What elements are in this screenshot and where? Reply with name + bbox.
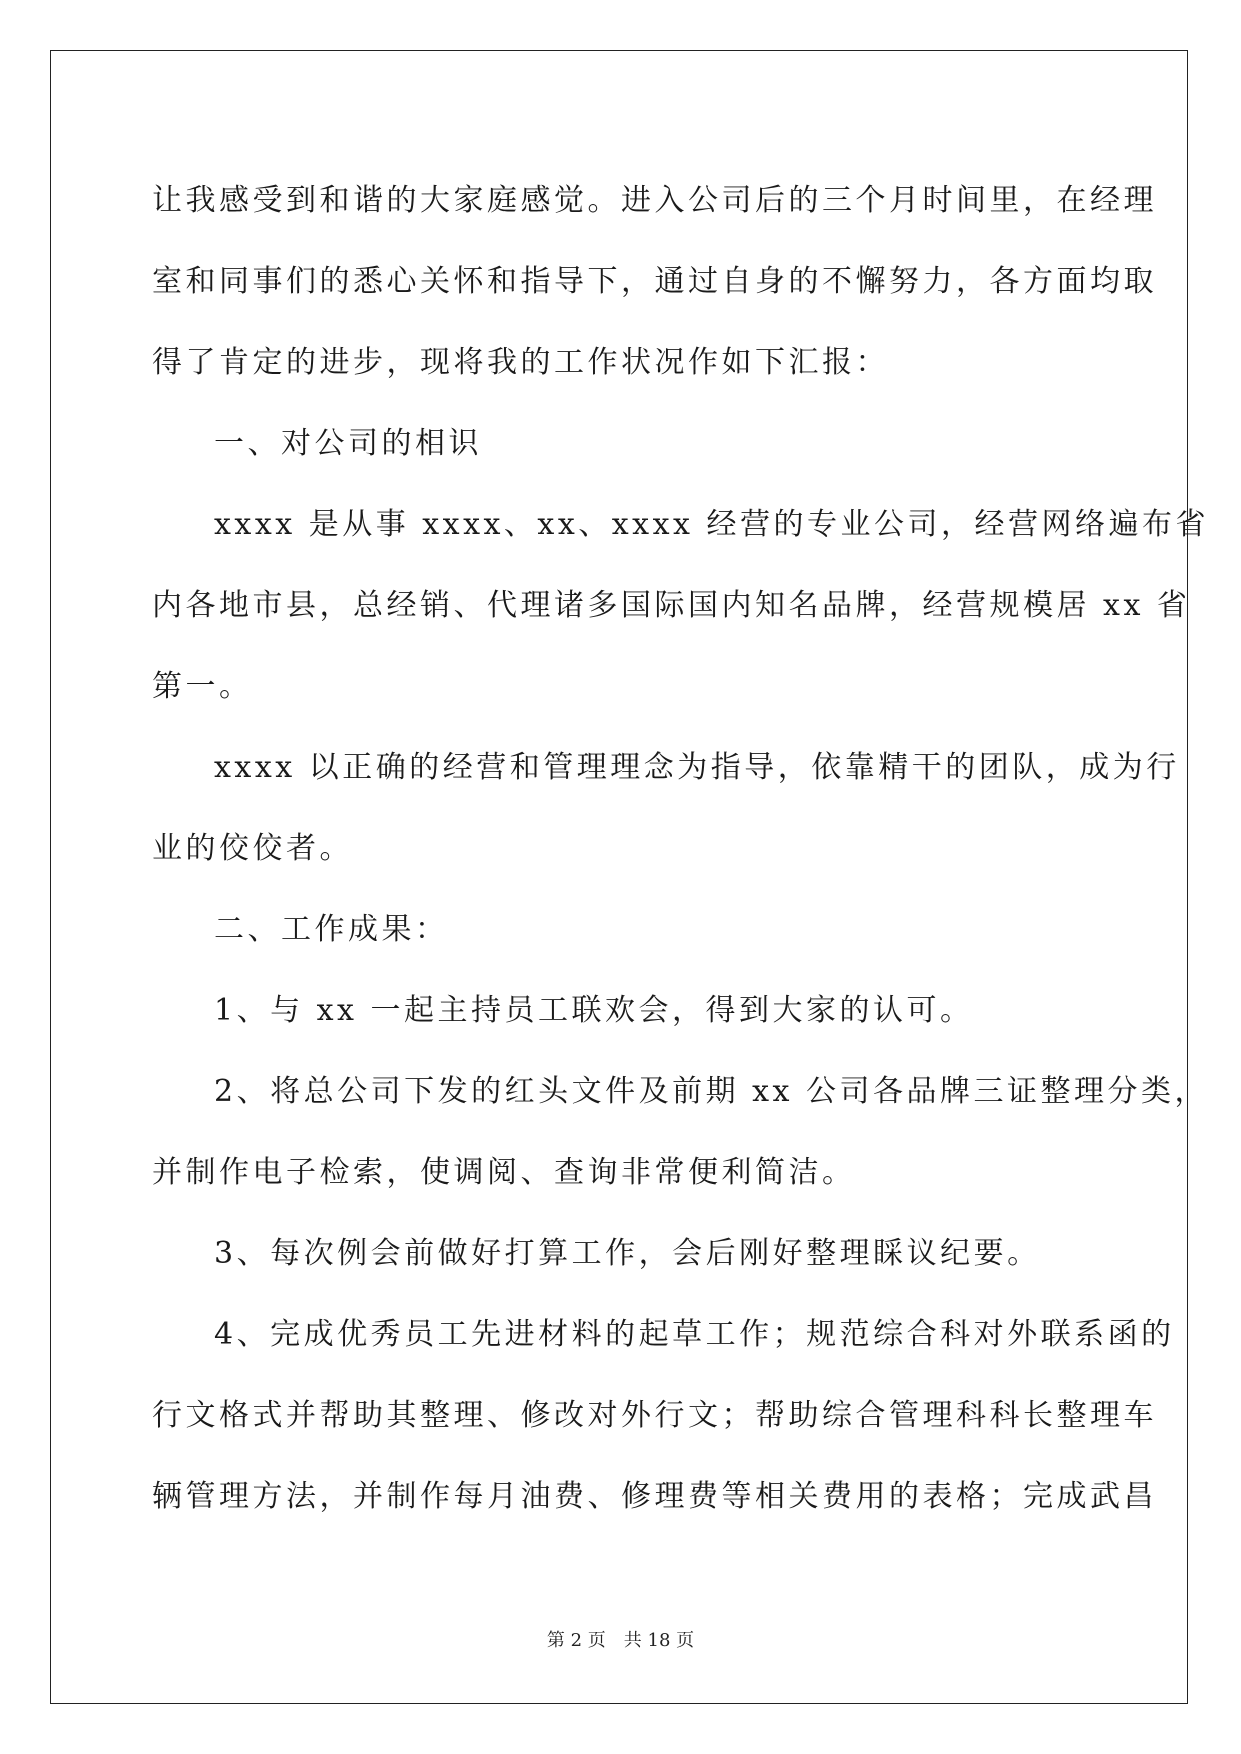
text-line: 室和同事们的悉心关怀和指导下，通过自身的不懈努力，各方面均取 [152, 264, 1157, 299]
text-line: 辆管理方法，并制作每月油费、修理费等相关费用的表格；完成武昌 [152, 1479, 1157, 1514]
list-item: 4、完成优秀员工先进材料的起草工作；规范综合科对外联系函的 [214, 1317, 1175, 1352]
document-body [152, 160, 1209, 1537]
page-footer [0, 1626, 1241, 1652]
page-number: 第 2 页 [546, 1630, 606, 1651]
text-line: 并制作电子检索，使调阅、查询非常便利简洁。 [152, 1155, 856, 1190]
list-item: 1、与 xx 一起主持员工联欢会，得到大家的认可。 [214, 993, 974, 1028]
text-line: 让我感受到和谐的大家庭感觉。进入公司后的三个月时间里，在经理 [152, 183, 1157, 218]
text-line: 行文格式并帮助其整理、修改对外行文；帮助综合管理科科长整理车 [152, 1398, 1157, 1433]
page-total: 共 18 页 [623, 1630, 695, 1651]
text-line: 得了肯定的进步，现将我的工作状况作如下汇报： [152, 345, 889, 380]
section-heading: 二、工作成果： [214, 912, 449, 947]
text-line: 业的佼佼者。 [152, 831, 353, 866]
text-line: 第一。 [152, 669, 253, 704]
list-item: 2、将总公司下发的红头文件及前期 xx 公司各品牌三证整理分类， [214, 1074, 1208, 1109]
list-item: 3、每次例会前做好打算工作，会后刚好整理睬议纪要。 [214, 1236, 1041, 1271]
section-heading: 一、对公司的相识 [214, 426, 482, 461]
text-line: 内各地市县，总经销、代理诸多国际国内知名品牌，经营规模居 xx 省 [152, 588, 1191, 623]
text-line: xxxx 以正确的经营和管理理念为指导，依靠精干的团队，成为行 [214, 750, 1180, 785]
text-line: xxxx 是从事 xxxx、xx、xxxx 经营的专业公司，经营网络遍布省 [214, 507, 1209, 542]
